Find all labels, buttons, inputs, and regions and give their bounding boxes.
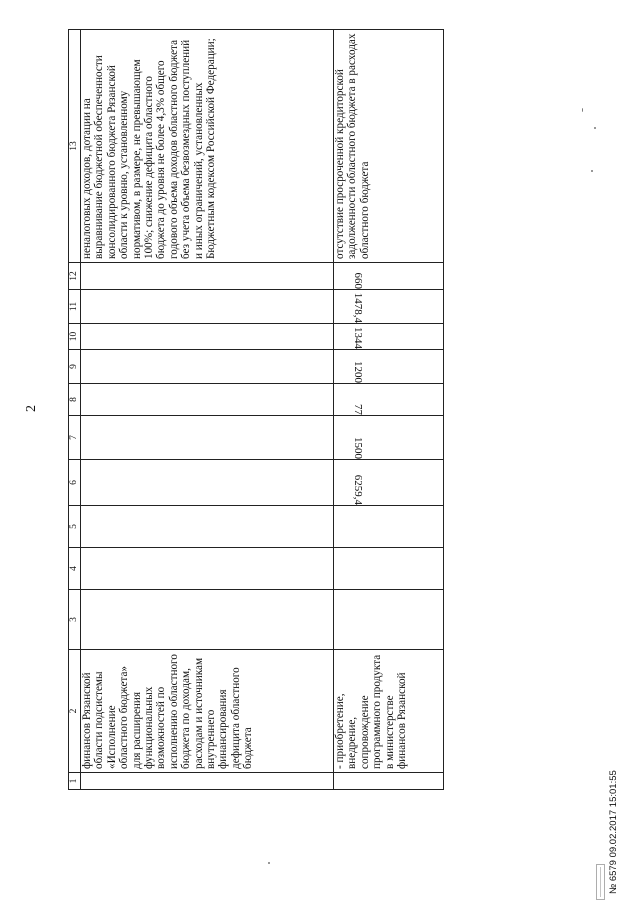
cell-value: 6259,4 (352, 474, 364, 505)
cell-col4 (81, 548, 334, 590)
cell-col6 (334, 460, 444, 506)
header-row (69, 30, 81, 790)
cell-value: 1200 (352, 361, 364, 383)
data-table (68, 29, 444, 790)
table-row (81, 30, 334, 790)
cell-value: 1344 (352, 327, 364, 349)
table-row (334, 30, 444, 790)
rotated-table-container (68, 30, 438, 790)
stamp-graphic (596, 864, 605, 900)
cell-measure-name: финансов Рязанской области подсистемы «Исполнение областного бюджета» для расширения функциональных возможностей по исполнению областного бюджета по доходам, расходам и источникам внутреннего финансирования дефицита областного бюджета (81, 650, 334, 773)
cell-col11 (334, 290, 444, 324)
cell-index (81, 773, 334, 790)
cell-col3 (334, 590, 444, 650)
scan-speck (582, 108, 583, 112)
cell-col8 (81, 384, 334, 416)
cell-col9 (334, 350, 444, 384)
cell-col5 (81, 506, 334, 548)
cell-col12 (81, 263, 334, 290)
col-header-2: 2 (69, 650, 81, 773)
col-header-5: 5 (69, 506, 81, 548)
cell-col10 (334, 324, 444, 350)
cell-value: 1500 (352, 437, 364, 459)
page-number: 2 (24, 405, 39, 412)
scan-speck (591, 170, 593, 172)
cell-col6 (81, 460, 334, 506)
col-header-8: 8 (69, 384, 81, 416)
col-header-6: 6 (69, 460, 81, 506)
cell-col11 (81, 290, 334, 324)
cell-expected-result: отсутствие просроченной кредиторской задолженности областного бюджета в расходах областного бюджета (334, 30, 444, 263)
cell-value: 660 (352, 272, 364, 289)
col-header-1: 1 (69, 773, 81, 790)
cell-expected-result: неналоговых доходов, дотации на выравнивание бюджетной обеспеченности консолидированного бюджета Рязанской области к уровню, установленному нормативом, в размере, не превышающем 100%; снижение дефицита областного бюджета до уровня не более 4,3% общего годового объема доходов областного бюджета без учета объема безвозмездных поступлений и иных ограничений, установленных Бюджетным кодексом Российской Федерации; (81, 30, 334, 263)
cell-col10 (81, 324, 334, 350)
col-header-10: 10 (69, 324, 81, 350)
col-header-13: 13 (69, 30, 81, 263)
cell-value: 1478,4 (352, 292, 364, 323)
cell-col12 (334, 263, 444, 290)
col-header-3: 3 (69, 590, 81, 650)
cell-index (334, 773, 444, 790)
registration-note: № 6579 09.02.2017 15:01:55 (608, 770, 619, 894)
cell-col5 (334, 506, 444, 548)
col-header-9: 9 (69, 350, 81, 384)
cell-col4 (334, 548, 444, 590)
cell-col8 (334, 384, 444, 416)
col-header-7: 7 (69, 416, 81, 460)
cell-measure-name: - приобретение, внедрение, сопровождение программного продукта в министерстве финансов Рязанской (334, 650, 444, 773)
cell-col3 (81, 590, 334, 650)
cell-col7 (334, 416, 444, 460)
col-header-11: 11 (69, 290, 81, 324)
scan-speck (594, 127, 596, 129)
col-header-12: 12 (69, 263, 81, 290)
cell-col9 (81, 350, 334, 384)
cell-col7 (81, 416, 334, 460)
scan-speck (268, 862, 270, 864)
col-header-4: 4 (69, 548, 81, 590)
cell-value: 77 (352, 404, 364, 415)
